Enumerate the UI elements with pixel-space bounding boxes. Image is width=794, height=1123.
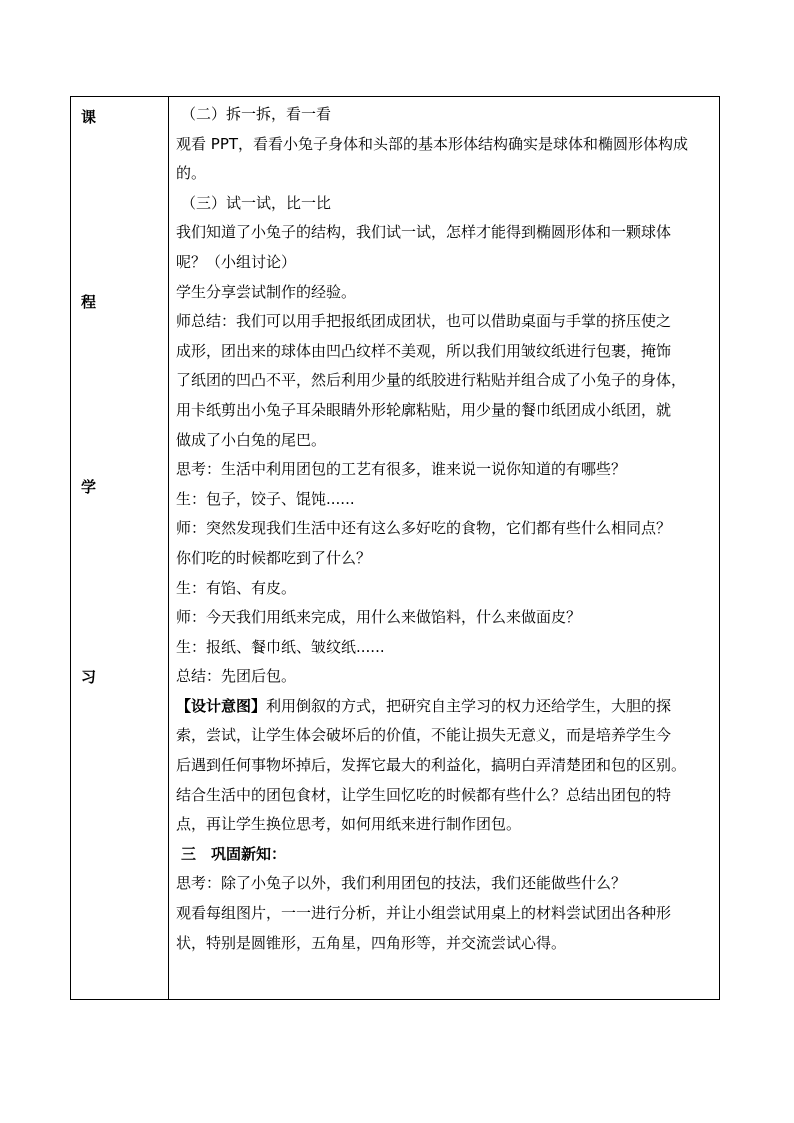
text-line: 观看每组图片，一一进行分析，并让小组尝试用桌上的材料尝试团出各种形 [176,904,672,923]
design-intent-label: 【设计意图】 [176,696,267,715]
lesson-content [176,100,712,958]
text-line: 观看 PPT，看看小兔子身体和头部的基本形体结构确实是球体和椭圆形体构成 [176,134,689,153]
text-line: 点，再让学生换位思考，如何用纸来进行制作团包。 [176,815,522,834]
text-line: 师：今天我们用纸来完成，用什么来做馅料，什么来做面皮？ [176,608,582,627]
text-line: 生：有馅、有皮。 [176,578,297,597]
text-line: 师：突然发现我们生活中还有这么多好吃的食物，它们都有些什么相同点？ [176,519,672,538]
text-line: 思考：生活中利用团包的工艺有很多，谁来说一说你知道的有哪些？ [176,460,627,479]
text-line: （二）拆一拆，看一看 [181,105,332,123]
text-line: 生：包子，饺子、馄饨...... [176,489,355,508]
side-label-char: 课 [81,108,97,126]
text-line: （三）试一试，比一比 [181,193,332,212]
column-divider [168,97,169,999]
text-line: 你们吃的时候都吃到了什么？ [176,548,372,567]
text-line: 生：报纸、餐巾纸、皱纹纸...... [176,637,385,656]
text-line: 了纸团的凹凸不平，然后利用少量的纸胶进行粘贴并组合成了小兔子的身体， [176,371,687,390]
text-line: 状，特别是圆锥形，五角星，四角形等，并交流尝试心得。 [176,933,567,952]
text-line: 总结：先团后包。 [176,667,297,686]
text-line: 我们知道了小兔子的结构，我们试一试，怎样才能得到椭圆形体和一颗球体 [176,223,672,242]
design-intent-line [176,692,712,722]
text-line: 学生分享尝试制作的经验。 [176,282,357,301]
side-label-char: 习 [81,668,97,686]
text-line: 呢？（小组讨论） [176,252,297,271]
text-line: 结合生活中的团包食材，让学生回忆吃的时候都有些什么？总结出团包的特 [176,785,672,804]
text-line: 的。 [176,164,207,183]
text-line: 师总结：我们可以用手把报纸团成团状，也可以借助桌面与手掌的挤压使之 [176,312,672,331]
text-line: 成形，团出来的球体由凹凸纹样不美观，所以我们用皱纹纸进行包裹，掩饰 [176,341,672,360]
text-line: 用卡纸剪出小兔子耳朵眼睛外形轮廓粘贴，用少量的餐巾纸团成小纸团，就 [176,400,672,419]
text-line: 索，尝试，让学生体会破坏后的价值，不能让损失无意义，而是培养学生今 [176,726,672,745]
side-label-char: 学 [81,478,97,496]
lesson-table [70,96,720,1000]
text-line: 做成了小白兔的尾巴。 [176,430,327,449]
text-line: 思考：除了小兔子以外，我们利用团包的技法，我们还能做些什么？ [176,874,627,893]
section-heading: 三 巩固新知： [181,844,287,863]
side-label-char: 程 [81,293,97,311]
design-intent-text: 利用倒叙的方式，把研究自主学习的权力还给学生，大胆的探 [266,696,672,715]
text-line: 后遇到任何事物坏掉后，发挥它最大的利益化，搞明白弄清楚团和包的区别。 [176,756,687,775]
